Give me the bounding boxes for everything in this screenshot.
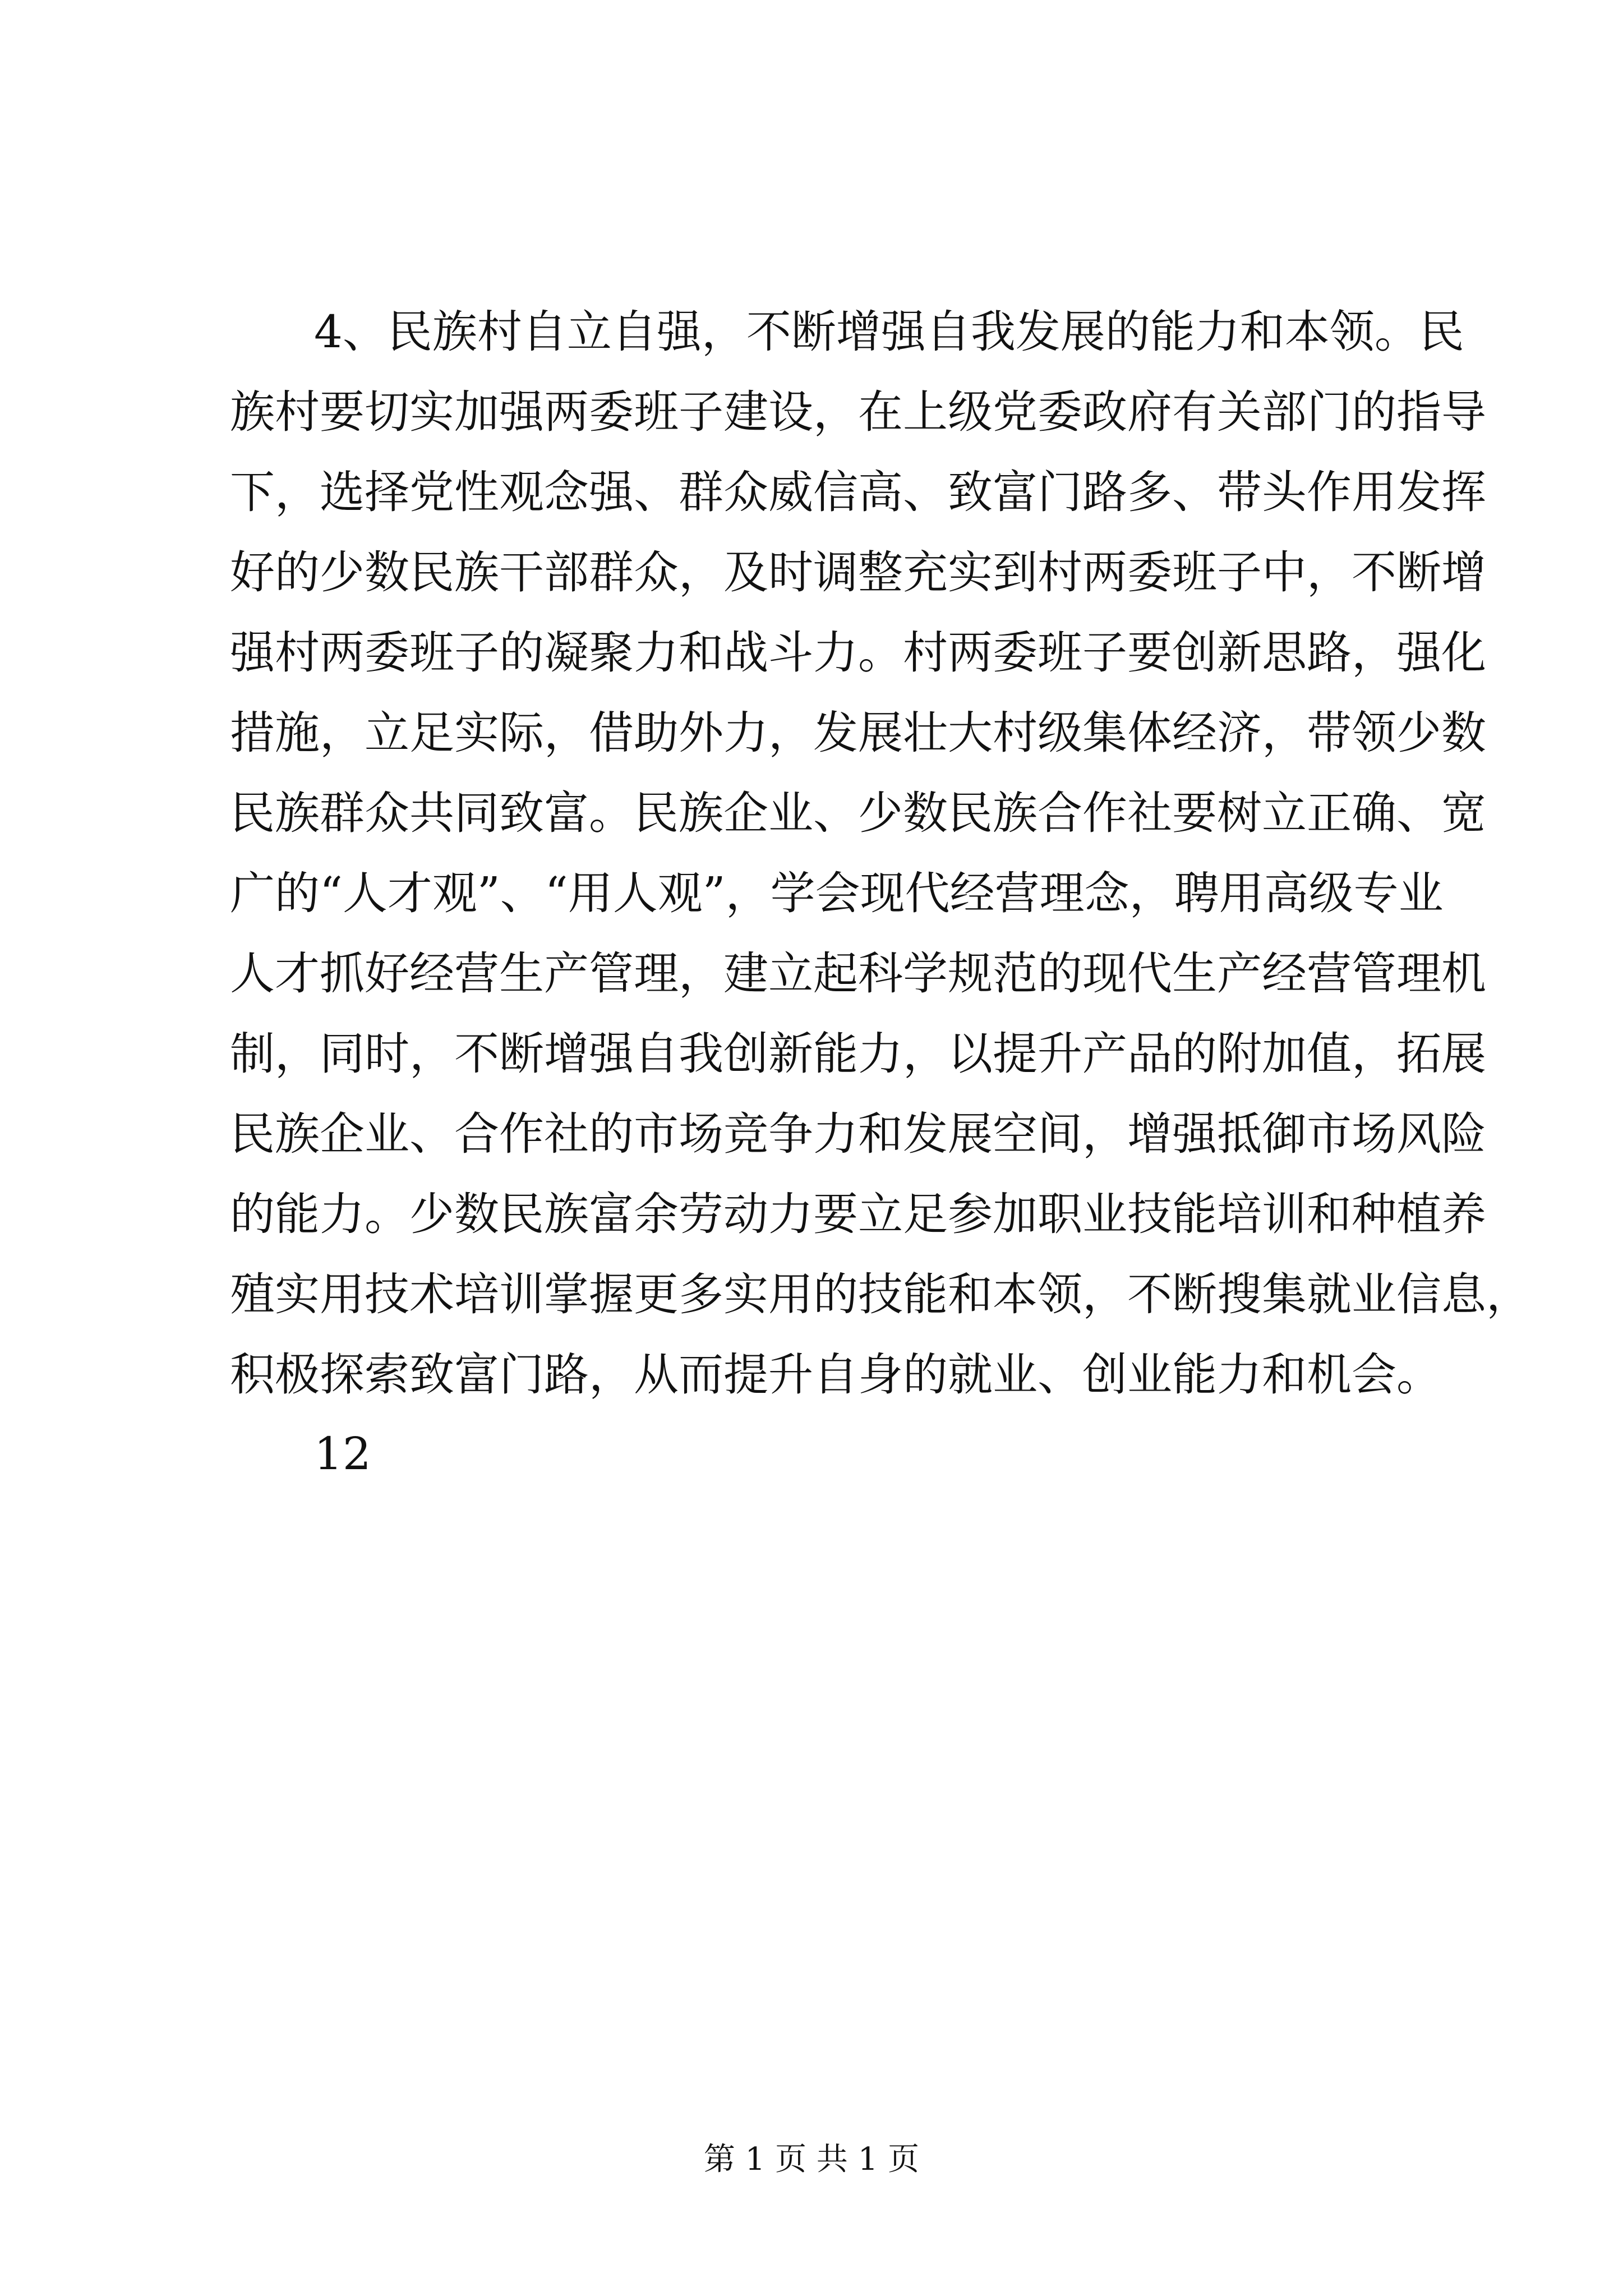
paragraph-line: 广的“人才观”、“用人观”，学会现代经营理念，聘用高级专业 bbox=[230, 867, 1444, 919]
paragraph-line: 的能力。少数民族富余劳动力要立足参加职业技能培训和种植养 bbox=[230, 1188, 1486, 1240]
paragraph-line: 殖实用技术培训掌握更多实用的技能和本领，不断搜集就业信息， bbox=[230, 1268, 1531, 1320]
paragraph-line: 民族群众共同致富。民族企业、少数民族合作社要树立正确、宽 bbox=[230, 787, 1486, 839]
paragraph-line: 强村两委班子的凝聚力和战斗力。村两委班子要创新思路，强化 bbox=[230, 627, 1486, 679]
paragraph-line: 下，选择党性观念强、群众威信高、致富门路多、带头作用发挥 bbox=[230, 466, 1486, 518]
paragraph-line: 人才抓好经营生产管理，建立起科学规范的现代生产经营管理机 bbox=[230, 947, 1486, 1000]
paragraph-line: 积极探索致富门路，从而提升自身的就业、创业能力和机会。 bbox=[230, 1349, 1441, 1401]
body-paragraph bbox=[230, 292, 1531, 1415]
paragraph-line: 民族企业、合作社的市场竞争力和发展空间，增强抵御市场风险 bbox=[230, 1108, 1486, 1160]
paragraph-line: 措施，立足实际，借助外力，发展壮大村级集体经济，带领少数 bbox=[230, 707, 1486, 759]
paragraph-line: 4、民族村自立自强，不断增强自我发展的能力和本领。民 bbox=[314, 306, 1464, 358]
paragraph-line: 族村要切实加强两委班子建设，在上级党委政府有关部门的指导 bbox=[230, 386, 1486, 438]
paragraph-line: 好的少数民族干部群众，及时调整充实到村两委班子中，不断增 bbox=[230, 546, 1486, 599]
paragraph-line: 制，同时，不断增强自我创新能力，以提升产品的附加值，拓展 bbox=[230, 1028, 1486, 1080]
second-paragraph: 12 bbox=[314, 1428, 371, 1480]
page-footer: 第 1 页 共 1 页 bbox=[703, 2141, 920, 2178]
